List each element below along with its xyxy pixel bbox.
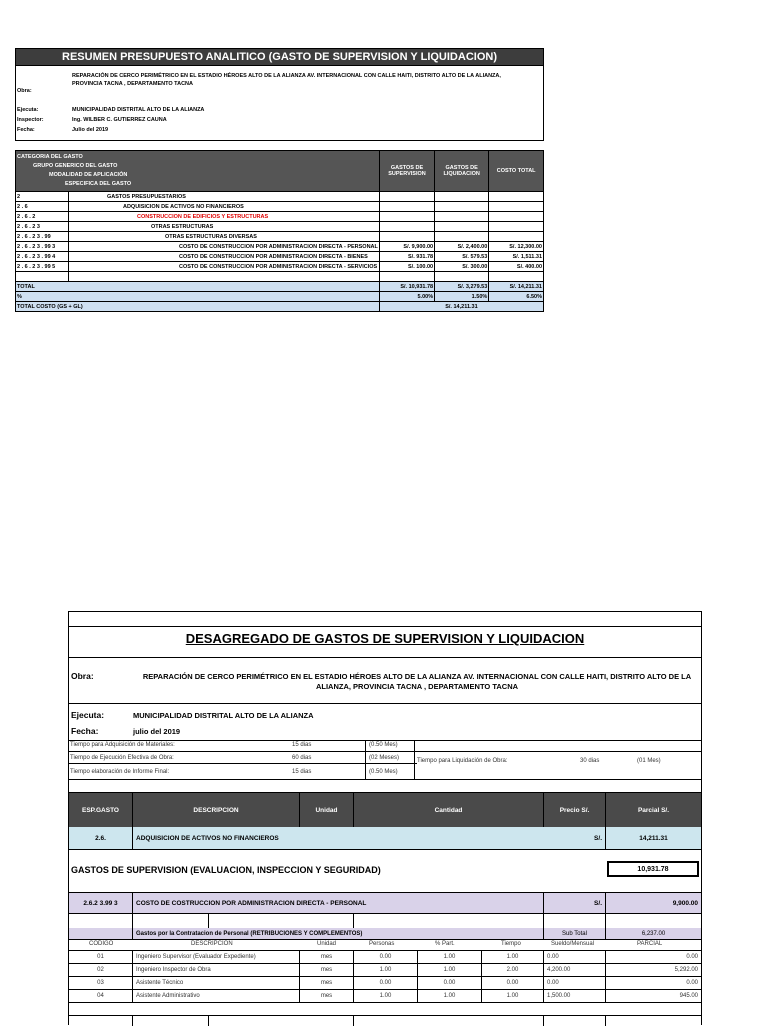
pers-cell-desc: Ingeniero Supervisor (Evaluador Expediente) bbox=[133, 951, 300, 963]
col-total: COSTO TOTAL bbox=[489, 151, 544, 192]
table-row bbox=[69, 964, 701, 977]
fecha-label: Fecha: bbox=[17, 127, 35, 133]
pers-cell-codigo: 02 bbox=[69, 964, 133, 976]
tiempo-label: Tiempo elaboración de Informe Final: bbox=[70, 769, 170, 775]
pers-cell-sueldo: 4,200.00 bbox=[544, 964, 606, 976]
pers-cell-desc: Asistente Administrativo bbox=[133, 990, 300, 1002]
table-row bbox=[69, 990, 701, 1003]
table-row: 2 . 6 . 2 3 . 99 5 COSTO DE CONSTRUCCION POR ADMINISTRACION DIRECTA - SERVICIOS S/. 100.00 S/. 300.00 S/. 400.00 bbox=[17, 263, 542, 270]
pers-cell-parcial: 0.00 bbox=[686, 954, 698, 960]
detail-fecha-value: julio del 2019 bbox=[133, 727, 181, 736]
tiempo-meses: (02 Meses) bbox=[369, 755, 400, 761]
tiempo-label: Tiempo para Adquisición de Materiales: bbox=[70, 742, 175, 748]
summary-section bbox=[15, 48, 544, 310]
table-row: 2 . 6 . 2 3 OTRAS ESTRUCTURAS bbox=[16, 222, 544, 232]
tiempo-meses: (0.50 Mes) bbox=[369, 769, 398, 775]
pers-cell-desc: Ingeniero Inspector de Obra bbox=[133, 964, 300, 976]
header-desc: DESCRIPCION bbox=[133, 793, 300, 827]
personal-row: 2.6.2 3.99 3 COSTO DE COSTRUCCION POR ADMINISTRACION DIRECTA - PERSONAL S/. 9,900.00 bbox=[69, 892, 701, 914]
pers-cell-tiempo: 1.00 bbox=[482, 951, 544, 963]
pers-cell-tiempo: 0.00 bbox=[482, 977, 544, 989]
pers-cell-parcial: 945.00 bbox=[679, 993, 698, 999]
contratacion-row: Gastos por la Contratacion de Personal (RETRIBUCIONES Y COMPLEMENTOS) Sub Total 6,237.00 bbox=[69, 928, 701, 940]
tiempo-label: Tiempo de Ejecución Efectiva de Obra: bbox=[70, 755, 174, 761]
col-liquidacion: GASTOS DE LIQUIDACION bbox=[435, 151, 489, 192]
pers-cell-desc: Asistente Técnico bbox=[133, 977, 300, 989]
pers-cell-personas: 0.00 bbox=[354, 951, 418, 963]
pers-cell-sueldo: 1,500.00 bbox=[544, 990, 606, 1002]
obra-label: Obra: bbox=[17, 88, 32, 94]
table-row bbox=[69, 951, 701, 964]
ejecuta-label: Ejecuta: bbox=[17, 107, 39, 113]
pers-cell-sueldo: 0.00 bbox=[544, 977, 606, 989]
pers-cell-codigo: 01 bbox=[69, 951, 133, 963]
detail-obra-label: Obra: bbox=[71, 671, 94, 681]
inspector-label: Inspector: bbox=[17, 117, 44, 123]
pers-cell-parcial: 0.00 bbox=[686, 980, 698, 986]
liquidacion-meses: (01 Mes) bbox=[637, 758, 661, 764]
header-unidad: Unidad bbox=[300, 793, 354, 827]
table-row: 2 . 6 . 2 3 . 99 OTRAS ESTRUCTURAS DIVERSAS bbox=[16, 232, 544, 242]
table-row bbox=[69, 977, 701, 990]
spacer-row bbox=[16, 272, 544, 282]
adquisicion-row: 2.6. ADQUISICION DE ACTIVOS NO FINANCIEROS S/. 14,211.31 bbox=[69, 827, 701, 850]
ejecuta-value: MUNICIPALIDAD DISTRITAL ALTO DE LA ALIANZA bbox=[72, 107, 205, 113]
blank-row bbox=[69, 913, 701, 929]
detail-fecha-label: Fecha: bbox=[71, 726, 99, 736]
tiempo-dias: 15 dias bbox=[292, 769, 312, 775]
pers-cell-unidad: mes bbox=[300, 990, 354, 1002]
pers-cell-codigo: 03 bbox=[69, 977, 133, 989]
percent-row: % 5.00% 1.50% 6.50% bbox=[17, 293, 542, 300]
pers-cell-part: 1.00 bbox=[418, 990, 482, 1002]
pers-cell-part: 1.00 bbox=[418, 951, 482, 963]
pers-cell-personas: 1.00 bbox=[354, 990, 418, 1002]
category-header: CATEGORIA DEL GASTO GRUPO GENERICO DEL GASTO MODALIDAD DE APLICACIÓN ESPECIFICA DEL GASTO bbox=[16, 151, 380, 192]
header-precio: Precio S/. bbox=[544, 793, 606, 827]
detail-ejecuta-value: MUNICIPALIDAD DISTRITAL ALTO DE LA ALIANZA bbox=[133, 711, 314, 720]
inspector-value: Ing. WILBER C. GUTIERREZ CAUNA bbox=[72, 117, 167, 123]
detail-header-row bbox=[69, 792, 701, 828]
supervision-title: GASTOS DE SUPERVISION (EVALUACION, INSPECCION Y SEGURIDAD) bbox=[71, 865, 381, 875]
pers-header-row: CODIGO DESCRIPCION Unidad Personas % Part. Tiempo Sueldo/Mensual PARCIAL bbox=[69, 940, 701, 951]
total-costo-row: TOTAL COSTO (GS + GL) S/. 14,211.31 bbox=[16, 302, 544, 312]
pers-cell-part: 1.00 bbox=[418, 964, 482, 976]
summary-table bbox=[15, 150, 544, 312]
pers-cell-unidad: mes bbox=[300, 964, 354, 976]
pers-cell-part: 0.00 bbox=[418, 977, 482, 989]
tiempo-dias: 60 dias bbox=[292, 755, 312, 761]
tiempo-meses: (0.50 Mes) bbox=[369, 742, 398, 748]
pers-cell-personas: 1.00 bbox=[354, 964, 418, 976]
tiempo-dias: 15 dias bbox=[292, 742, 312, 748]
header-esp: ESP.GASTO bbox=[69, 793, 133, 827]
header-parcial: Parcial S/. bbox=[637, 806, 670, 814]
pers-cell-personas: 0.00 bbox=[354, 977, 418, 989]
liquidacion-dias: 30 dias bbox=[580, 758, 600, 764]
table-row: 2 . 6 . 2 3 . 99 3 COSTO DE CONSTRUCCION POR ADMINISTRACION DIRECTA - PERSONAL S/. 9,900.00 S/. 2,400.00 S/. 12,300.00 bbox=[17, 243, 542, 250]
detail-section bbox=[68, 611, 702, 1025]
detail-title: DESAGREGADO DE GASTOS DE SUPERVISION Y LIQUIDACION bbox=[185, 631, 585, 646]
pers-cell-tiempo: 2.00 bbox=[482, 964, 544, 976]
pers-cell-unidad: mes bbox=[300, 977, 354, 989]
obra-value: REPARACIÓN DE CERCO PERIMÉTRICO EN EL ESTADIO HÉROES ALTO DE LA ALIANZA AV. INTERNACIONAL CON CALLE HAITI, DISTRITO ALTO DE LA ALIANZA, PROVINCIA TACNA , DEPARTAMENTO TACNA bbox=[72, 73, 501, 87]
pers-cell-sueldo: 0.00 bbox=[544, 951, 606, 963]
summary-header-row bbox=[16, 151, 544, 192]
detail-obra-value: REPARACIÓN DE CERCO PERIMÉTRICO EN EL ESTADIO HÉROES ALTO DE LA ALIANZA AV. INTERNACIONAL CON CALLE HAITI, DISTRITO ALTO DE LA ALIANZA, PROVINCIA TACNA , DEPARTAMENTO TACNA bbox=[142, 672, 692, 691]
pers-cell-codigo: 04 bbox=[69, 990, 133, 1002]
total-row: TOTAL S/. 10,931.78 S/. 3,279.53 S/. 14,211.31 bbox=[17, 283, 542, 290]
pers-cell-parcial: 5,292.00 bbox=[674, 967, 698, 973]
table-row: 2 GASTOS PRESUPUESTARIOS bbox=[16, 192, 544, 202]
liquidacion-label: Tiempo para Liquidación de Obra: bbox=[417, 758, 508, 764]
detail-ejecuta-label: Ejecuta: bbox=[71, 710, 105, 720]
supervision-total: 10,931.78 bbox=[607, 861, 699, 877]
col-supervision: GASTOS DE SUPERVISION bbox=[379, 151, 434, 192]
pers-cell-tiempo: 1.00 bbox=[482, 990, 544, 1002]
summary-title: RESUMEN PRESUPUESTO ANALITICO (GASTO DE SUPERVISION Y LIQUIDACION) bbox=[15, 48, 544, 66]
table-row: 2 . 6 . 2 3 . 99 4 COSTO DE CONSTRUCCION POR ADMINISTRACION DIRECTA - BIENES S/. 931.78 S/. 579.53 S/. 1,511.31 bbox=[17, 253, 542, 260]
table-row: 2 . 6 . 2 CONSTRUCCION DE EDIFICIOS Y ESTRUCTURAS bbox=[16, 212, 544, 222]
table-row: 2 . 6 ADQUISICION DE ACTIVOS NO FINANCIEROS bbox=[16, 202, 544, 212]
pers-cell-unidad: mes bbox=[300, 951, 354, 963]
blank-row bbox=[69, 1015, 701, 1026]
summary-info bbox=[15, 66, 544, 141]
header-cantidad: Cantidad bbox=[354, 793, 544, 827]
fecha-value: Julio del 2019 bbox=[72, 127, 109, 133]
